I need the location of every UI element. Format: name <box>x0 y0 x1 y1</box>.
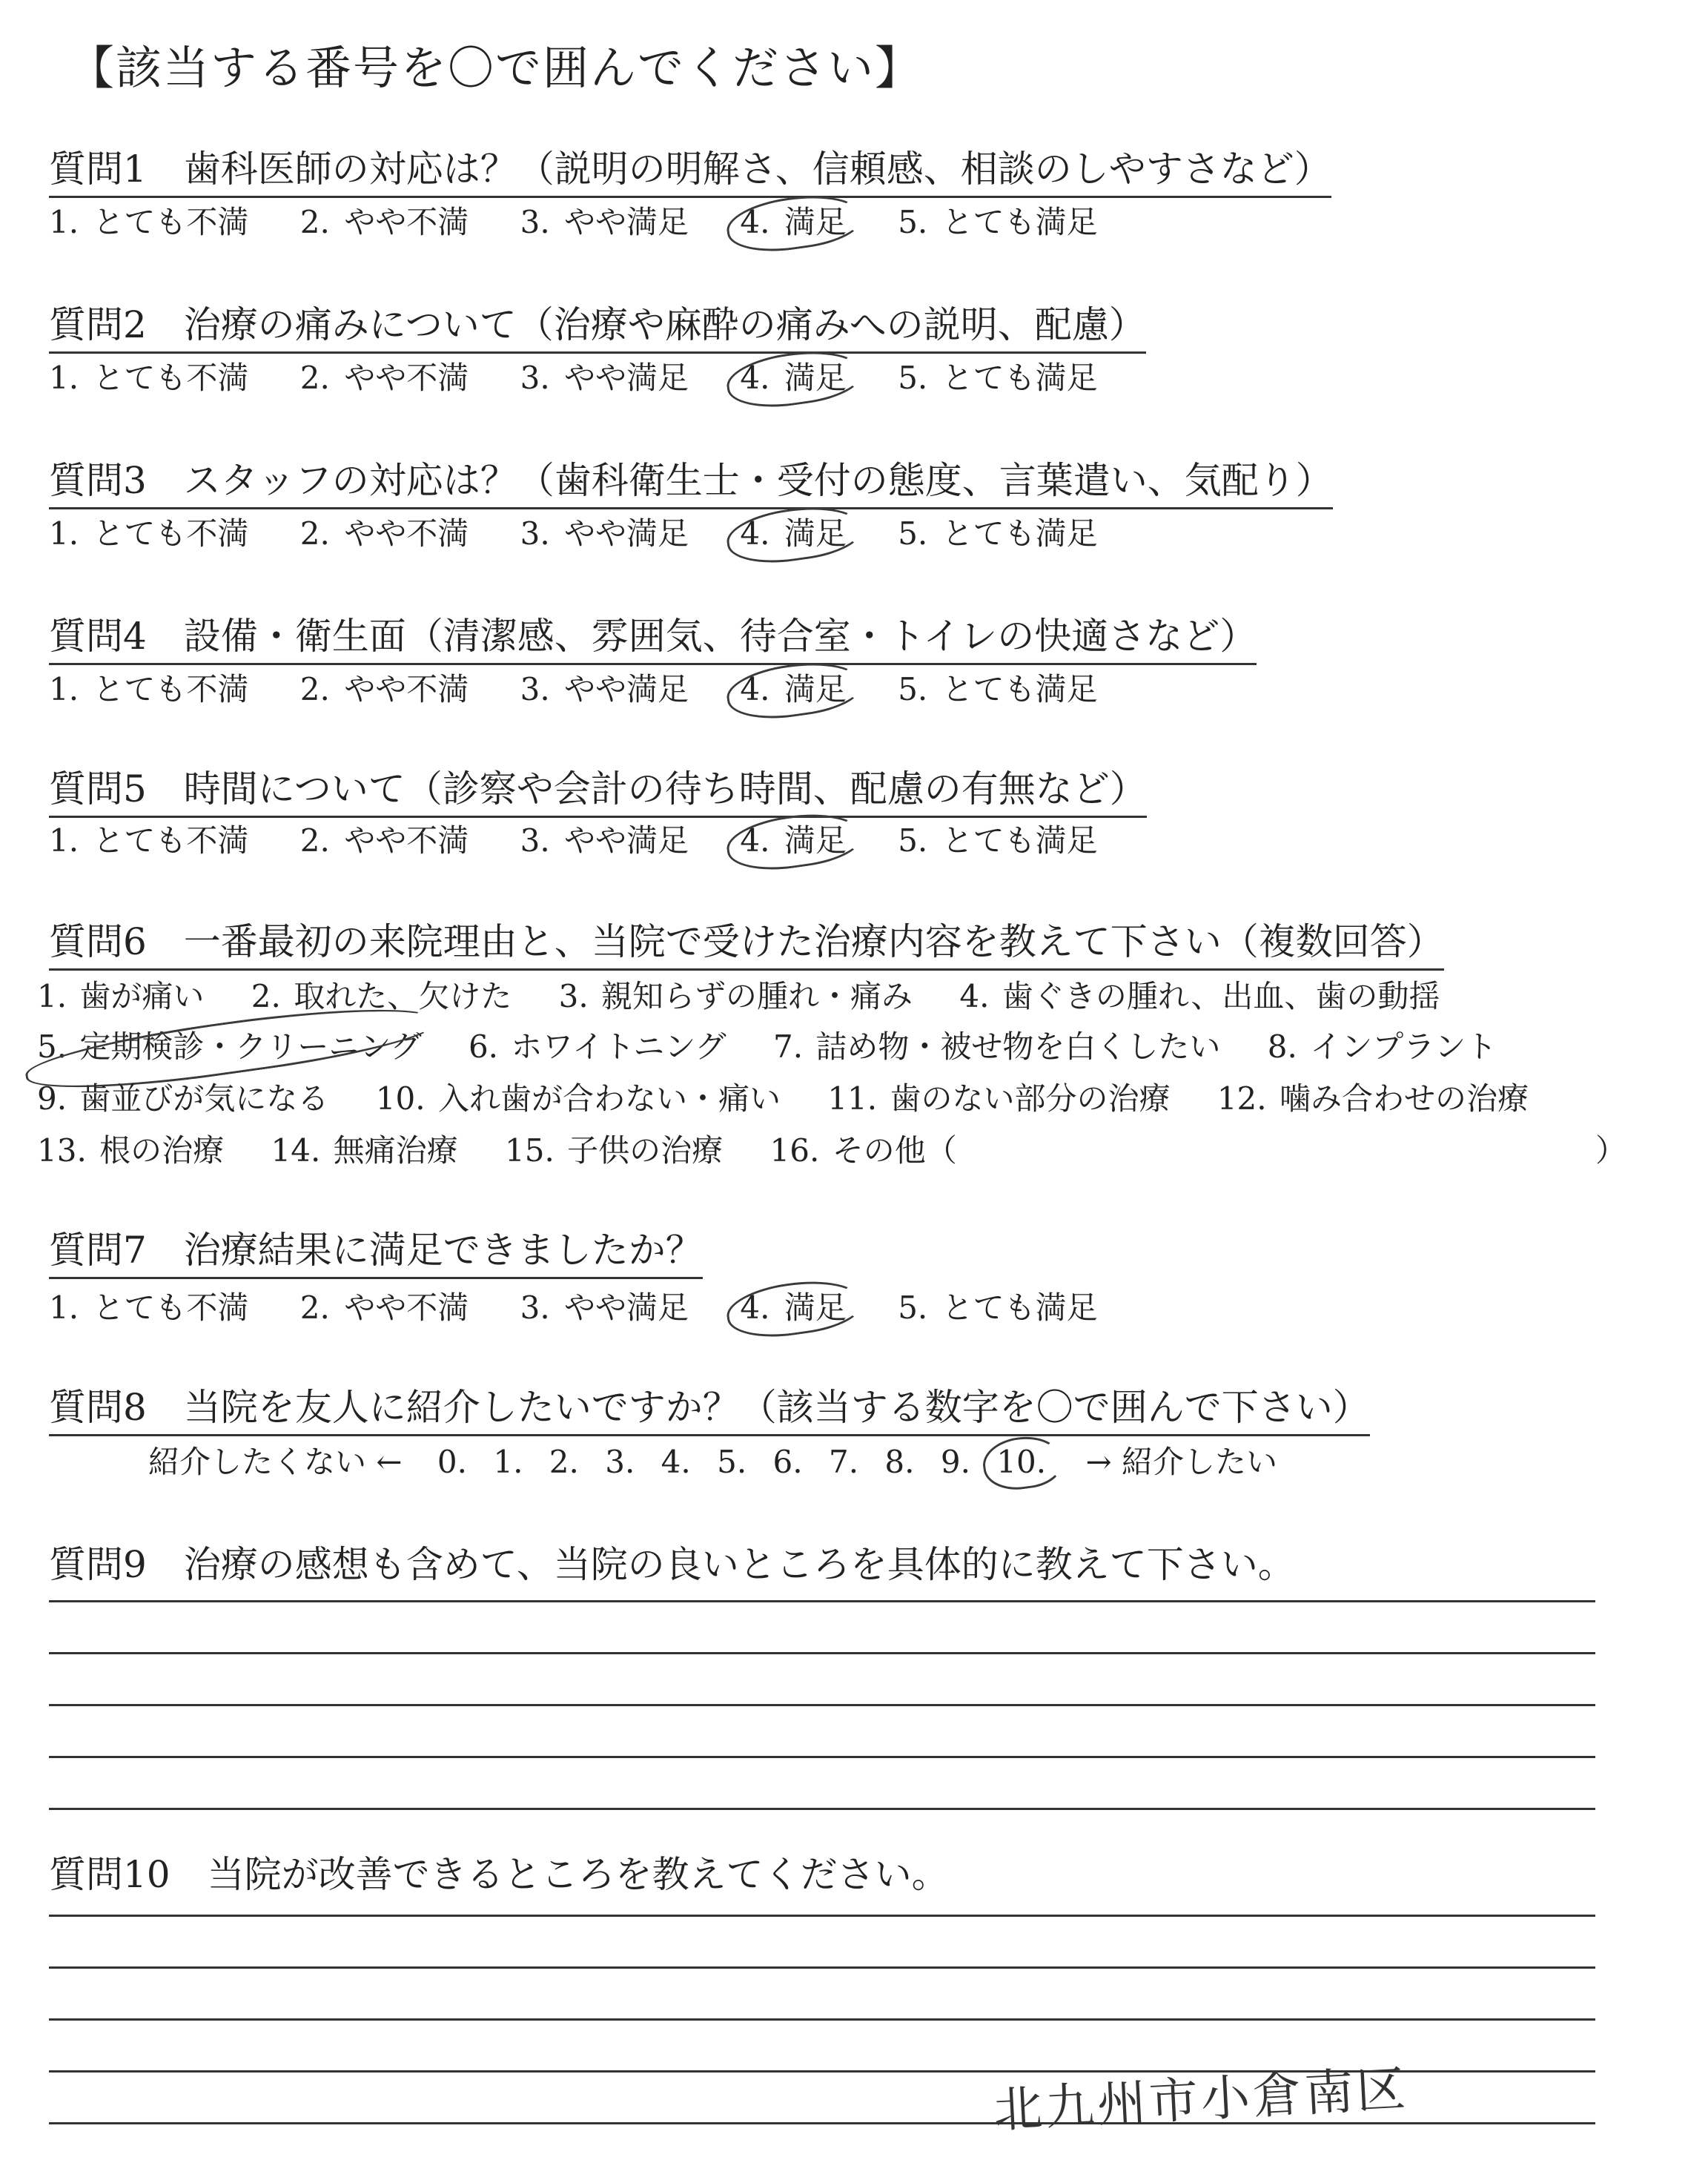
q3-option-2[interactable]: 2. やや不満 <box>299 515 469 552</box>
q8-score-1[interactable]: 1. <box>493 1444 523 1480</box>
q2-option-3[interactable]: 3. やや満足 <box>520 360 689 396</box>
q9-answer-line[interactable] <box>49 1600 1595 1602</box>
q9-answer-line[interactable] <box>49 1808 1595 1810</box>
q6-option-2[interactable]: 2. 取れた、欠けた <box>251 978 512 1014</box>
q3-option-1[interactable]: 1. とても不満 <box>49 515 249 552</box>
q8-score-6[interactable]: 6. <box>772 1444 803 1480</box>
q6-option-12[interactable]: 12. 噛み合わせの治療 <box>1217 1080 1529 1117</box>
q1-option-3[interactable]: 3. やや満足 <box>520 204 689 240</box>
q8-score-8[interactable]: 8. <box>884 1444 915 1480</box>
q6-option-7[interactable]: 7. 詰め物・被せ物を白くしたい <box>772 1028 1221 1065</box>
q8-left-label: 紹介したくない ← <box>148 1444 403 1480</box>
q6-option-1[interactable]: 1. 歯が痛い <box>37 978 205 1014</box>
q1-option-2[interactable]: 2. やや不満 <box>299 204 469 240</box>
question-7-title: 質問7 治療結果に満足できましたか？ <box>49 1226 703 1279</box>
q3-option-3[interactable]: 3. やや満足 <box>520 515 689 552</box>
question-4-options <box>49 669 1135 710</box>
q1-option-5[interactable]: 5. とても満足 <box>898 204 1098 240</box>
q7-option-4-selected[interactable]: 4. 満足 <box>740 1287 846 1329</box>
q7-option-5[interactable]: 5. とても満足 <box>898 1289 1098 1326</box>
question-3-options <box>49 513 1135 555</box>
q4-option-2[interactable]: 2. やや不満 <box>299 671 469 707</box>
question-4-title: 質問4 設備・衛生面（清潔感、雰囲気、待合室・トイレの快適さなど） <box>49 612 1257 665</box>
q6-other-close-paren: ） <box>1595 1132 1627 1169</box>
q6-row-3 <box>37 1078 1563 1120</box>
q8-score-0[interactable]: 0. <box>437 1444 467 1480</box>
q8-score-10-selected[interactable]: 10. <box>996 1441 1046 1483</box>
q5-option-4-selected[interactable]: 4. 満足 <box>740 820 846 862</box>
q3-option-4-selected[interactable]: 4. 満足 <box>740 513 846 555</box>
q5-option-2[interactable]: 2. やや不満 <box>299 822 469 859</box>
question-1-title: 質問1 歯科医師の対応は？（説明の明解さ、信頼感、相談のしやすさなど） <box>49 145 1331 198</box>
q6-row-4 <box>37 1130 991 1172</box>
q8-score-2[interactable]: 2. <box>549 1444 579 1480</box>
q2-option-4-selected[interactable]: 4. 満足 <box>740 357 846 399</box>
q6-option-11[interactable]: 11. 歯のない部分の治療 <box>827 1080 1171 1117</box>
q6-option-16[interactable]: 16. その他（ <box>769 1132 957 1169</box>
q6-option-6[interactable]: 6. ホワイトニング <box>468 1028 726 1065</box>
q8-score-3[interactable]: 3. <box>605 1444 635 1480</box>
q6-row-2 <box>37 1026 1531 1068</box>
question-6-title: 質問6 一番最初の来院理由と、当院で受けた治療内容を教えて下さい（複数回答） <box>49 918 1444 971</box>
q8-score-5[interactable]: 5. <box>717 1444 747 1480</box>
q10-answer-line[interactable] <box>49 1966 1595 1969</box>
q1-option-4-selected[interactable]: 4. 満足 <box>740 202 846 243</box>
q4-option-4-selected[interactable]: 4. 満足 <box>740 669 846 710</box>
q8-score-9[interactable]: 9. <box>940 1444 970 1480</box>
q2-option-2[interactable]: 2. やや不満 <box>299 360 469 396</box>
q7-option-1[interactable]: 1. とても不満 <box>49 1289 249 1326</box>
q6-row-1 <box>37 976 1474 1017</box>
q4-option-1[interactable]: 1. とても不満 <box>49 671 249 707</box>
q8-score-4[interactable]: 4. <box>661 1444 691 1480</box>
question-1-options <box>49 202 1135 243</box>
question-5-title: 質問5 時間について（診察や会計の待ち時間、配慮の有無など） <box>49 765 1147 818</box>
q5-option-1[interactable]: 1. とても不満 <box>49 822 249 859</box>
question-7-options <box>49 1287 1135 1329</box>
q4-option-3[interactable]: 3. やや満足 <box>520 671 689 707</box>
q1-option-1[interactable]: 1. とても不満 <box>49 204 249 240</box>
handwritten-location: 北九州市小倉南区 <box>992 2060 1410 2139</box>
q5-option-5[interactable]: 5. とても満足 <box>898 822 1098 859</box>
q9-answer-line[interactable] <box>49 1652 1595 1654</box>
question-9-title: 質問9 治療の感想も含めて、当院の良いところを具体的に教えて下さい。 <box>49 1543 1295 1586</box>
q6-option-8[interactable]: 8. インプラント <box>1267 1028 1497 1065</box>
q5-option-3[interactable]: 3. やや満足 <box>520 822 689 859</box>
q7-option-2[interactable]: 2. やや不満 <box>299 1289 469 1326</box>
q6-option-14[interactable]: 14. 無痛治療 <box>271 1132 458 1169</box>
q9-answer-line[interactable] <box>49 1756 1595 1758</box>
q6-option-13[interactable]: 13. 根の治療 <box>37 1132 225 1169</box>
q4-option-5[interactable]: 5. とても満足 <box>898 671 1098 707</box>
q8-score-7[interactable]: 7. <box>828 1444 859 1480</box>
q10-answer-line[interactable] <box>49 2122 1595 2124</box>
question-8-title: 質問8 当院を友人に紹介したいですか？（該当する数字を〇で囲んで下さい） <box>49 1384 1370 1436</box>
q9-answer-line[interactable] <box>49 1704 1595 1706</box>
q6-option-15[interactable]: 15. 子供の治療 <box>505 1132 724 1169</box>
question-5-options <box>49 820 1135 862</box>
q6-option-5-selected[interactable]: 5. 定期検診・クリーニング <box>37 1026 422 1068</box>
q7-option-3[interactable]: 3. やや満足 <box>520 1289 689 1326</box>
question-3-title: 質問3 スタッフの対応は？（歯科衛生士・受付の態度、言葉遣い、気配り） <box>49 457 1333 509</box>
q10-answer-line[interactable] <box>49 1915 1595 1917</box>
q6-option-4[interactable]: 4. 歯ぐきの腫れ、出血、歯の動揺 <box>959 978 1440 1014</box>
q6-option-3[interactable]: 3. 親知らずの腫れ・痛み <box>558 978 913 1014</box>
q8-scale <box>148 1441 1294 1483</box>
question-10-title: 質問10 当院が改善できるところを教えてください。 <box>49 1853 949 1896</box>
q8-right-label: → 紹介したい <box>1085 1444 1277 1480</box>
q6-option-10[interactable]: 10. 入れ歯が合わない・痛い <box>375 1080 781 1117</box>
q2-option-1[interactable]: 1. とても不満 <box>49 360 249 396</box>
q2-option-5[interactable]: 5. とても満足 <box>898 360 1098 396</box>
question-2-options <box>49 357 1135 399</box>
question-2-title: 質問2 治療の痛みについて（治療や麻酔の痛みへの説明、配慮） <box>49 301 1146 354</box>
survey-header: 【該当する番号を〇で囲んでください】 <box>68 41 923 95</box>
q6-option-9[interactable]: 9. 歯並びが気になる <box>37 1080 329 1117</box>
q10-answer-line[interactable] <box>49 2018 1595 2021</box>
q3-option-5[interactable]: 5. とても満足 <box>898 515 1098 552</box>
